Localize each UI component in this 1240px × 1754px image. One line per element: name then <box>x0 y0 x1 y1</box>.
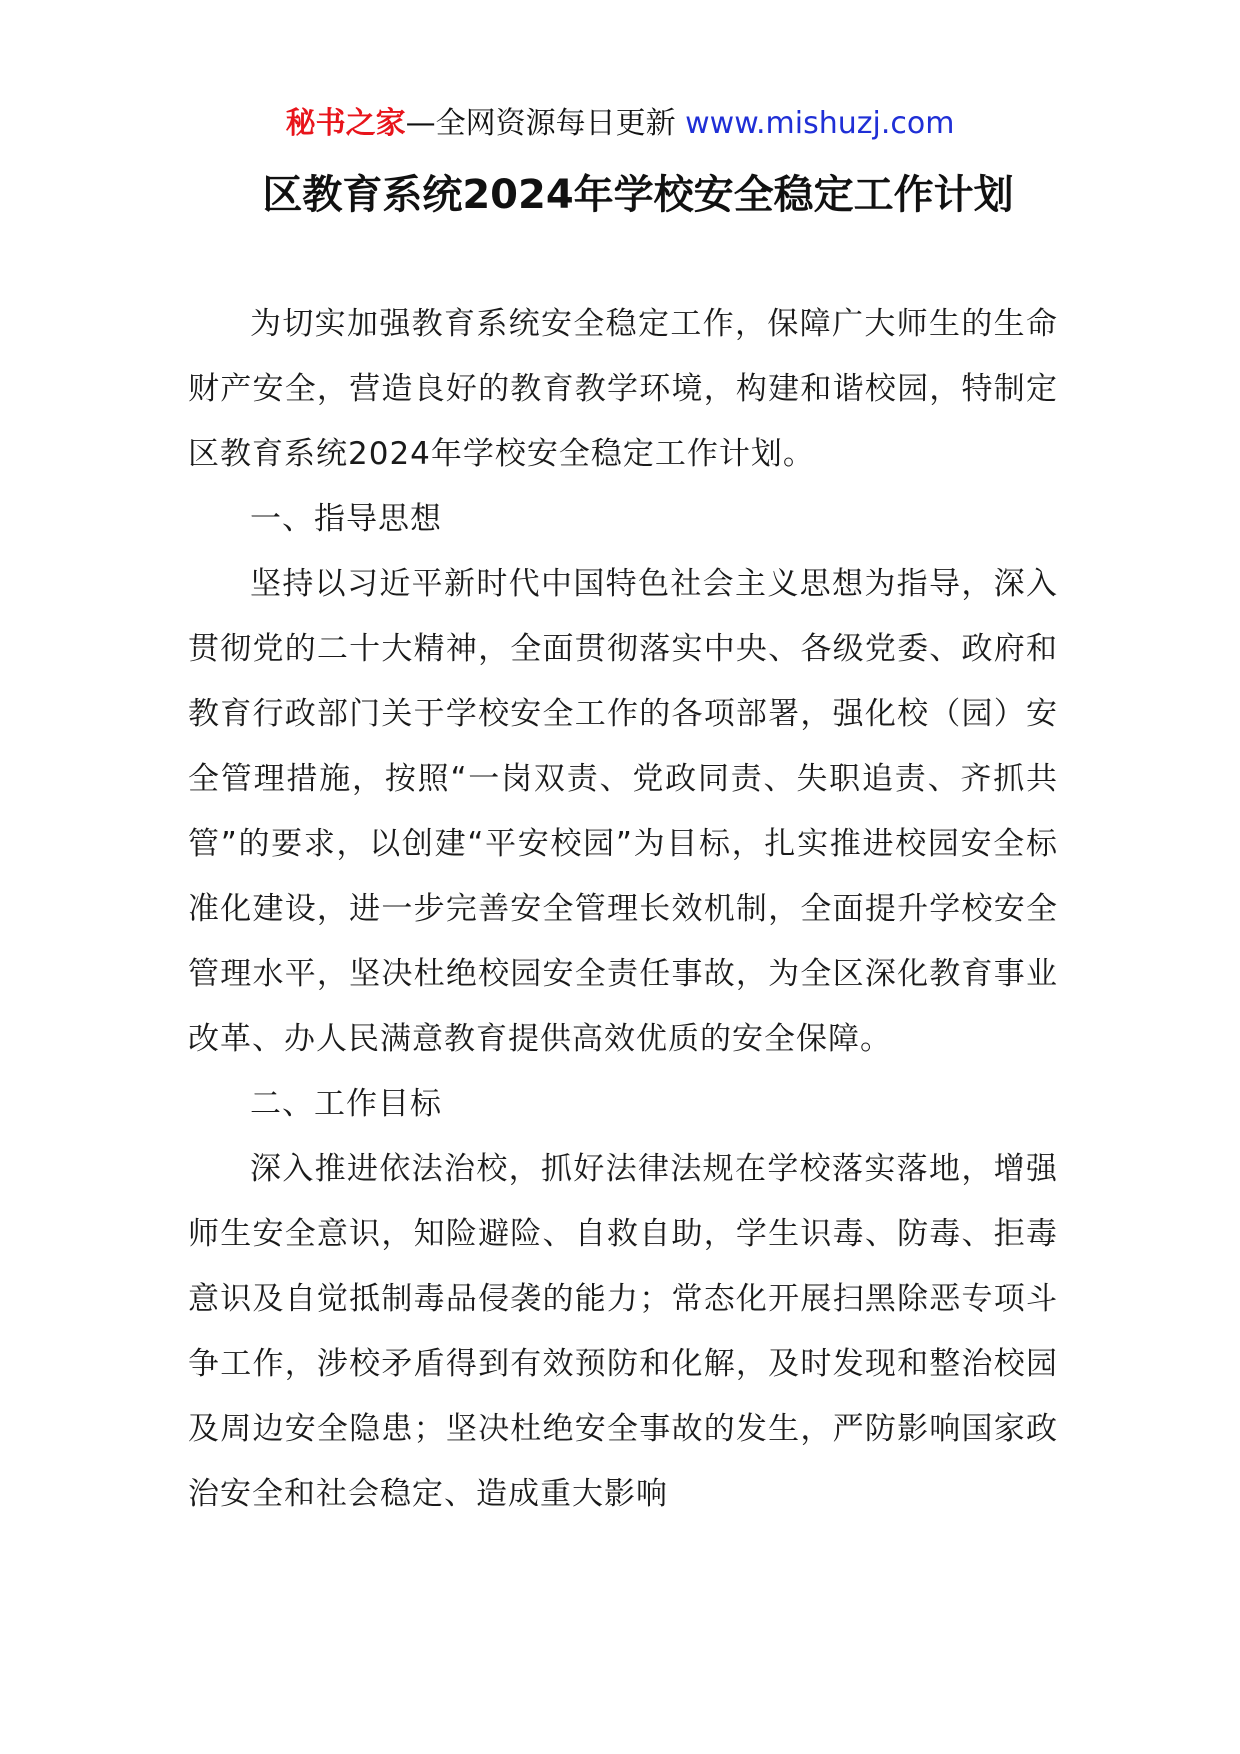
site-banner <box>0 104 1240 144</box>
section-paragraph-work-goals: 深入推进依法治校，抓好法律法规在学校落实落地，增强师生安全意识，知险避险、自救自助，学生识毒、防毒、拒毒意识及自觉抵制毒品侵袭的能力；常态化开展扫黑除恶专项斗争工作，涉校矛盾得到有效预防和化解，及时发现和整治校园及周边安全隐患；坚决杜绝安全事故的发生，严防影响国家政治安全和社会稳定、造成重大影响 <box>188 1151 1058 1512</box>
section-paragraph-guiding-ideology: 坚持以习近平新时代中国特色社会主义思想为指导，深入贯彻党的二十大精神，全面贯彻落实中央、各级党委、政府和教育行政部门关于学校安全工作的各项部署，强化校（园）安全管理措施，按照“一岗双责、党政同责、失职追责、齐抓共管”的要求，以创建“平安校园”为目标，扎实推进校园安全标准化建设，进一步完善安全管理长效机制，全面提升学校安全管理水平，坚决杜绝校园安全责任事故，为全区深化教育事业改革、办人民满意教育提供高效优质的安全保障。 <box>188 566 1058 1057</box>
banner-tagline: —全网资源每日更新 <box>405 106 676 141</box>
document-body <box>188 292 1058 1527</box>
section-heading-work-goals: 二、工作目标 <box>250 1086 442 1122</box>
section-heading-guiding-ideology: 一、指导思想 <box>250 501 442 537</box>
site-url-link[interactable]: www.mishuzj.com <box>685 106 955 141</box>
intro-paragraph: 为切实加强教育系统安全稳定工作，保障广大师生的生命财产安全，营造良好的教育教学环境，构建和谐校园，特制定区教育系统2024年学校安全稳定工作计划。 <box>188 306 1058 472</box>
document-title: 区教育系统2024年学校安全稳定工作计划 <box>262 172 1014 218</box>
brand-name: 秘书之家 <box>285 106 406 141</box>
